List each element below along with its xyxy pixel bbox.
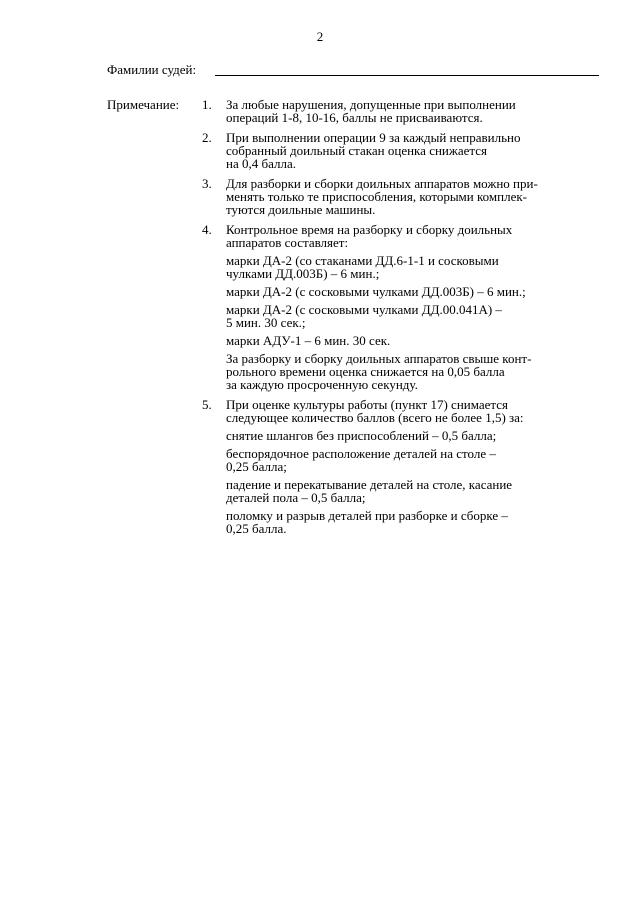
note-text-line: Для разборки и сборки доильных аппаратов можно при- bbox=[226, 176, 538, 191]
note-item-4 bbox=[202, 223, 602, 391]
note-text-line: падение и перекатывание деталей на столе, касание bbox=[226, 477, 513, 492]
judges-signature-line bbox=[215, 75, 599, 76]
note-paragraph bbox=[226, 352, 602, 391]
note-text-line: 5 мин. 30 сек.; bbox=[226, 315, 306, 330]
note-paragraph bbox=[226, 98, 602, 124]
judges-label: Фамилии судей: bbox=[107, 62, 197, 77]
note-text-line: 0,25 балла. bbox=[226, 521, 287, 536]
note-paragraph bbox=[226, 429, 602, 442]
note-number: 3. bbox=[202, 176, 212, 191]
judges-row bbox=[107, 62, 599, 78]
note-text-line: следующее количество баллов (всего не более 1,5) за: bbox=[226, 410, 524, 425]
note-item-1 bbox=[202, 98, 602, 124]
note-paragraph bbox=[226, 285, 602, 298]
note-text-line: операций 1-8, 10-16, баллы не присваиваются. bbox=[226, 110, 483, 125]
note-paragraph bbox=[226, 254, 602, 280]
note-text-line: При оценке культуры работы (пункт 17) снимается bbox=[226, 397, 508, 412]
note-item-5 bbox=[202, 398, 602, 535]
note-item-3 bbox=[202, 177, 602, 216]
note-paragraph bbox=[226, 131, 602, 170]
note-text-line: рольного времени оценка снижается на 0,05 балла bbox=[226, 364, 505, 379]
note-text-line: марки ДА-2 (с сосковыми чулками ДД.00.041А) – bbox=[226, 302, 502, 317]
page-number: 2 bbox=[316, 29, 324, 44]
note-text-line: беспорядочное расположение деталей на столе – bbox=[226, 446, 496, 461]
note-paragraph bbox=[226, 398, 602, 424]
note-number: 4. bbox=[202, 222, 212, 237]
note-text-line: марки ДА-2 (с сосковыми чулками ДД.003Б) – 6 мин.; bbox=[226, 284, 526, 299]
note-paragraph bbox=[226, 478, 602, 504]
note-paragraph bbox=[226, 334, 602, 347]
note-text-line: За разборку и сборку доильных аппаратов свыше конт- bbox=[226, 351, 532, 366]
note-text-line: снятие шлангов без приспособлений – 0,5 балла; bbox=[226, 428, 497, 443]
note-number: 1. bbox=[202, 97, 212, 112]
note-text-line: туются доильные машины. bbox=[226, 202, 376, 217]
notes-list bbox=[202, 98, 602, 542]
note-text-line: При выполнении операции 9 за каждый неправильно bbox=[226, 130, 521, 145]
note-label: Примечание: bbox=[107, 97, 180, 112]
note-text-line: марки АДУ-1 – 6 мин. 30 сек. bbox=[226, 333, 391, 348]
note-number: 5. bbox=[202, 397, 212, 412]
note-paragraph bbox=[226, 509, 602, 535]
note-text-line: деталей пола – 0,5 балла; bbox=[226, 490, 366, 505]
note-text-line: менять только те приспособления, которыми комплек- bbox=[226, 189, 527, 204]
note-paragraph bbox=[226, 447, 602, 473]
note-text-line: собранный доильный стакан оценка снижается bbox=[226, 143, 487, 158]
note-text-line: марки ДА-2 (со стаканами ДД.6-1-1 и сосковыми bbox=[226, 253, 499, 268]
note-text-line: За любые нарушения, допущенные при выполнении bbox=[226, 97, 516, 112]
note-text-line: 0,25 балла; bbox=[226, 459, 287, 474]
note-text-line: аппаратов составляет: bbox=[226, 235, 349, 250]
note-paragraph bbox=[226, 303, 602, 329]
note-text-line: поломку и разрыв деталей при разборке и сборке – bbox=[226, 508, 508, 523]
note-text-line: чулками ДД.003Б) – 6 мин.; bbox=[226, 266, 380, 281]
note-paragraph bbox=[226, 177, 602, 216]
note-paragraph bbox=[226, 223, 602, 249]
note-text-line: Контрольное время на разборку и сборку доильных bbox=[226, 222, 513, 237]
note-text-line: на 0,4 балла. bbox=[226, 156, 296, 171]
note-text-line: за каждую просроченную секунду. bbox=[226, 377, 418, 392]
note-item-2 bbox=[202, 131, 602, 170]
note-number: 2. bbox=[202, 130, 212, 145]
